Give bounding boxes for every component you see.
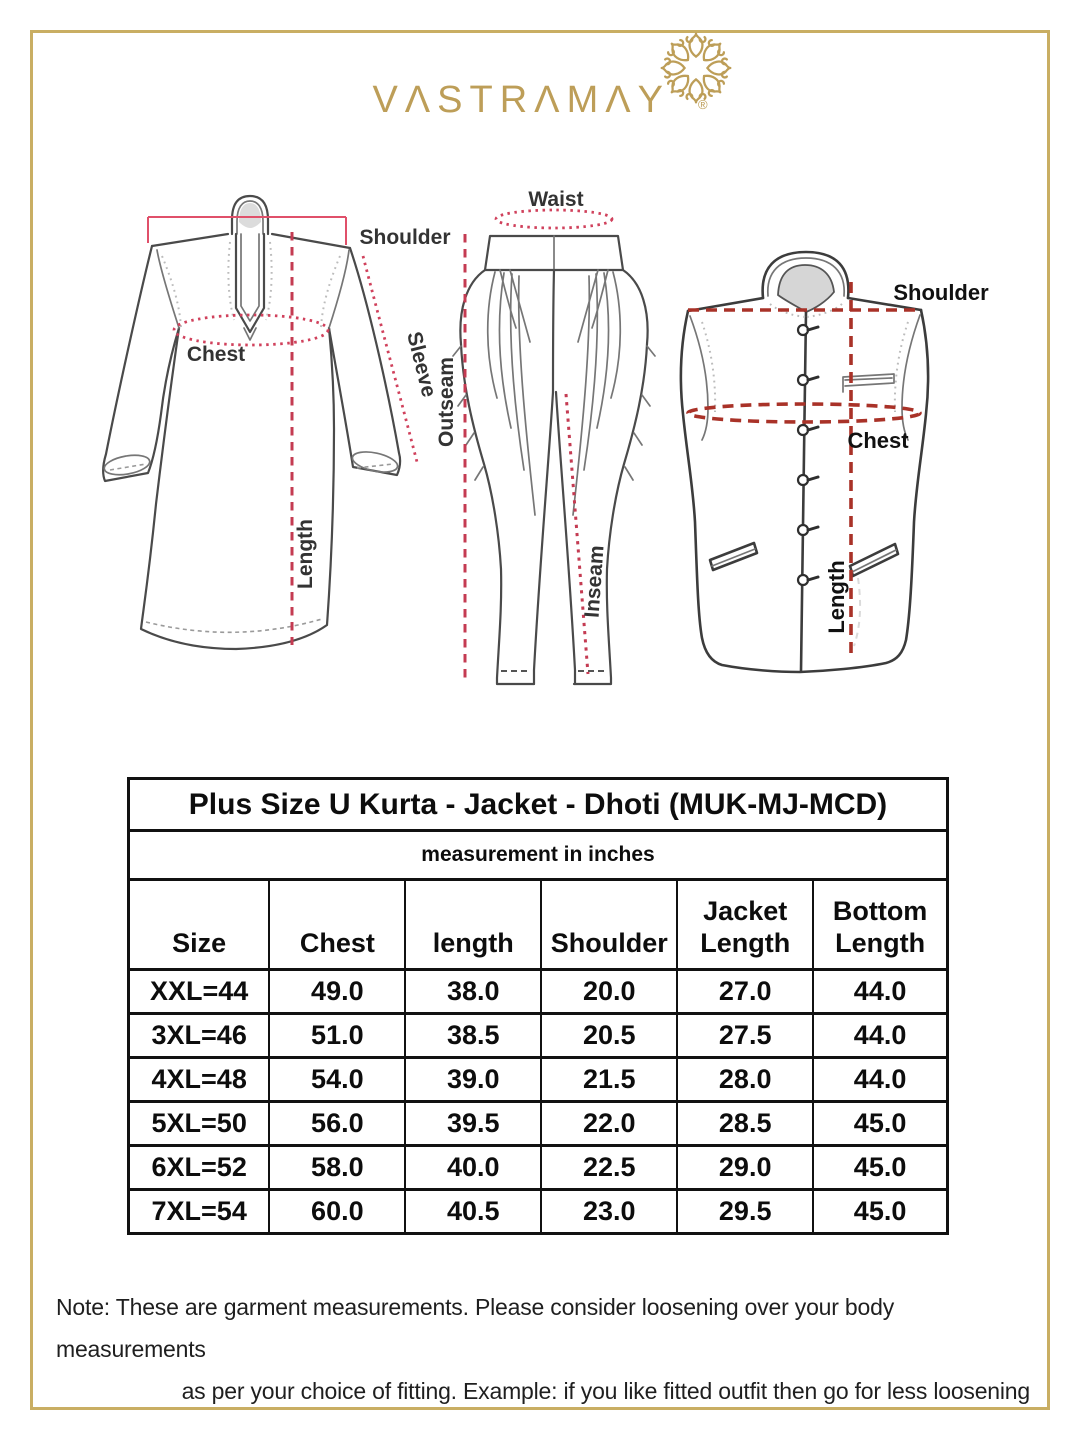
cell-shoulder: 20.5 (541, 1014, 677, 1058)
cell-size: 5XL=50 (129, 1102, 270, 1146)
cell-shoulder: 22.5 (541, 1146, 677, 1190)
kurta-diagram (103, 196, 451, 649)
size-row-5xl (129, 1102, 948, 1146)
cell-jacket-length: 28.0 (677, 1058, 813, 1102)
cell-bottom-length: 45.0 (813, 1146, 947, 1190)
cell-bottom-length: 44.0 (813, 970, 947, 1014)
cell-length: 39.5 (405, 1102, 541, 1146)
cell-length: 38.0 (405, 970, 541, 1014)
note-line-1: Note: These are garment measurements. Please consider loosening over your body measurements (56, 1294, 894, 1362)
dhoti-waist-label: Waist (528, 188, 584, 211)
cell-chest: 56.0 (269, 1102, 405, 1146)
cell-chest: 49.0 (269, 970, 405, 1014)
column-header-length: length (405, 880, 541, 970)
cell-length: 38.5 (405, 1014, 541, 1058)
cell-shoulder: 20.0 (541, 970, 677, 1014)
dhoti-inseam-label: Inseam (580, 544, 609, 619)
cell-chest: 60.0 (269, 1190, 405, 1234)
cell-length: 40.5 (405, 1190, 541, 1234)
chart-title: Plus Size U Kurta - Jacket - Dhoti (MUK-MJ-MCD) (129, 779, 948, 831)
cell-chest: 51.0 (269, 1014, 405, 1058)
jacket-length-label: Length (824, 560, 849, 634)
jacket-chest-label: Chest (847, 428, 909, 453)
size-row-xxl (129, 970, 948, 1014)
dhoti-inseam-line (566, 394, 588, 674)
column-header-shoulder: Shoulder (541, 880, 677, 970)
registered-trademark: ® (697, 97, 708, 112)
cell-bottom-length: 45.0 (813, 1190, 947, 1234)
garment-note (56, 1286, 1030, 1412)
cell-shoulder: 23.0 (541, 1190, 677, 1234)
cell-size: 3XL=46 (129, 1014, 270, 1058)
size-row-6xl (129, 1146, 948, 1190)
vastramay-wordmark: VΛSTRΛMΛY (372, 79, 670, 121)
size-row-3xl (129, 1014, 948, 1058)
cell-length: 39.0 (405, 1058, 541, 1102)
chart-subtitle-row (129, 831, 948, 880)
cell-size: 6XL=52 (129, 1146, 270, 1190)
dhoti-waist-line (496, 210, 612, 228)
column-header-chest: Chest (269, 880, 405, 970)
cell-size: XXL=44 (129, 970, 270, 1014)
dhoti-diagram (435, 188, 655, 684)
cell-chest: 54.0 (269, 1058, 405, 1102)
column-header-jacket-length: Jacket Length (677, 880, 813, 970)
column-header-row (129, 880, 948, 970)
cell-jacket-length: 27.5 (677, 1014, 813, 1058)
cell-jacket-length: 28.5 (677, 1102, 813, 1146)
cell-bottom-length: 44.0 (813, 1058, 947, 1102)
kurta-length-label: Length (294, 519, 317, 589)
jacket-shoulder-label: Shoulder (893, 280, 989, 305)
cell-shoulder: 22.0 (541, 1102, 677, 1146)
jacket-diagram (681, 252, 989, 672)
cell-shoulder: 21.5 (541, 1058, 677, 1102)
size-row-4xl (129, 1058, 948, 1102)
brand-logo (0, 81, 1080, 119)
kurta-chest-label: Chest (186, 343, 246, 366)
measurement-diagrams (0, 170, 1080, 735)
kurta-sleeve-label: Sleeve (402, 329, 441, 400)
jacket-buttons (798, 325, 818, 585)
chart-title-row (129, 779, 948, 831)
column-header-size: Size (129, 880, 270, 970)
note-line-2: as per your choice of fitting. Example: if you like fitted outfit then go for less loosening (181, 1378, 1030, 1404)
cell-bottom-length: 44.0 (813, 1014, 947, 1058)
cell-size: 7XL=54 (129, 1190, 270, 1234)
size-row-7xl (129, 1190, 948, 1234)
cell-jacket-length: 29.0 (677, 1146, 813, 1190)
dhoti-outseam-label: Outseam (435, 357, 458, 447)
cell-jacket-length: 27.0 (677, 970, 813, 1014)
cell-length: 40.0 (405, 1146, 541, 1190)
brand-emblem-icon (658, 30, 734, 106)
cell-bottom-length: 45.0 (813, 1102, 947, 1146)
cell-size: 4XL=48 (129, 1058, 270, 1102)
chart-subtitle: measurement in inches (129, 831, 948, 880)
size-chart-table (127, 777, 949, 1235)
column-header-bottom-length: Bottom Length (813, 880, 947, 970)
cell-jacket-length: 29.5 (677, 1190, 813, 1234)
kurta-shoulder-label: Shoulder (359, 226, 451, 249)
cell-chest: 58.0 (269, 1146, 405, 1190)
